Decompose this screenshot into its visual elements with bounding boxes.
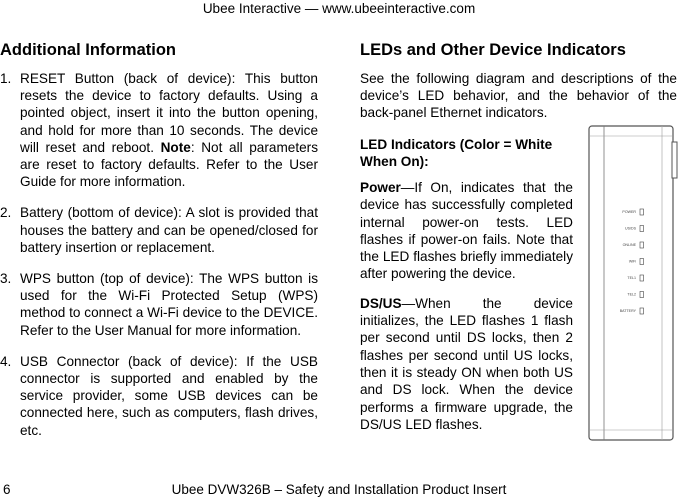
- list-item-number: 1.: [0, 71, 12, 86]
- additional-information-section: [0, 40, 318, 453]
- led-indicators-subheading: LED Indicators (Color = White When On):: [360, 137, 553, 169]
- list-item-number: 3.: [0, 271, 12, 287]
- list-item: [0, 70, 318, 190]
- additional-information-heading: Additional Information: [0, 41, 176, 59]
- dsus-description: [360, 295, 573, 433]
- list-item: [0, 353, 318, 439]
- led-tel1: [640, 275, 644, 281]
- list-item-text: USB Connector (back of device): If the USB connector is supported and enabled by the service provider, some USB devices can be connected here, such as computers, flash drives, etc.: [20, 353, 318, 438]
- leds-intro: See the following diagram and descriptions of the device’s LED behavior, and the behavior of the back-panel Ethernet indicators.: [360, 71, 677, 121]
- device-diagram: [588, 124, 678, 442]
- led-online: [640, 242, 644, 248]
- led-tel2: [640, 292, 644, 298]
- led-wifi: [640, 259, 644, 265]
- device-illustration: [589, 126, 677, 440]
- led-label-tel1: TEL1: [627, 276, 636, 280]
- led-battery: [640, 308, 644, 314]
- led-label-online: ONLINE: [622, 243, 636, 247]
- dsus-text: —When the device initializes, the LED flashes 1 flash per second until DS locks, then 2 flashes per second until US locks, then it is steady ON when both US and DS lock. When the device performs a firmware upgrade, the DS/US LED flashes.: [360, 295, 573, 432]
- list-item-text-cont: : Not all parameters are reset to factory defaults. Refer to the User Guide for more information.: [20, 139, 318, 190]
- led-power: [640, 209, 644, 215]
- list-item: [0, 270, 318, 339]
- leds-heading: LEDs and Other Device Indicators: [360, 41, 626, 59]
- led-label-power: POWER: [622, 210, 636, 214]
- page-number: 6: [3, 482, 11, 497]
- footer-title: Ubee DVW326B – Safety and Installation Product Insert: [171, 482, 507, 497]
- led-descriptions: [360, 136, 573, 433]
- list-item-text: WPS button (top of device): The WPS button is used for the Wi-Fi Protected Setup (WPS) method to connect a Wi-Fi device to the DEVICE. Refer to the User Manual for more information.: [20, 271, 318, 338]
- list-item-number: 2.: [0, 205, 12, 221]
- led-label-usds: US/DS: [625, 226, 636, 231]
- led-label-battery: BATTERY: [619, 309, 636, 313]
- power-term: Power: [360, 180, 401, 195]
- list-item-text: Battery (bottom of device): A slot is provided that houses the battery and can be opened/closed for battery insertion or replacement.: [20, 205, 318, 255]
- list-item-text: RESET Button (back of device): This button resets the device to factory defaults. Using a pointed object, insert it into the button opening, and hold for more than 10 seconds. The device will reset and reboot.: [20, 71, 318, 155]
- list-item-number: 4.: [0, 353, 12, 369]
- led-label-wifi: WiFi: [628, 259, 636, 264]
- power-description: [360, 179, 573, 283]
- power-text: —If On, indicates that the device has successfully completed internal power-on tests. LED flashes if power-on fails. Note that the LED flashes briefly immediately after powering the device.: [360, 180, 573, 282]
- dsus-term: DS/US: [360, 295, 402, 311]
- note-label: Note: [160, 139, 191, 155]
- additional-information-list: [0, 70, 318, 439]
- page-header: Ubee Interactive — www.ubeeinteractive.com: [202, 1, 476, 16]
- list-item: [0, 204, 318, 256]
- led-usds: [640, 226, 644, 232]
- led-label-tel2: TEL2: [627, 292, 636, 297]
